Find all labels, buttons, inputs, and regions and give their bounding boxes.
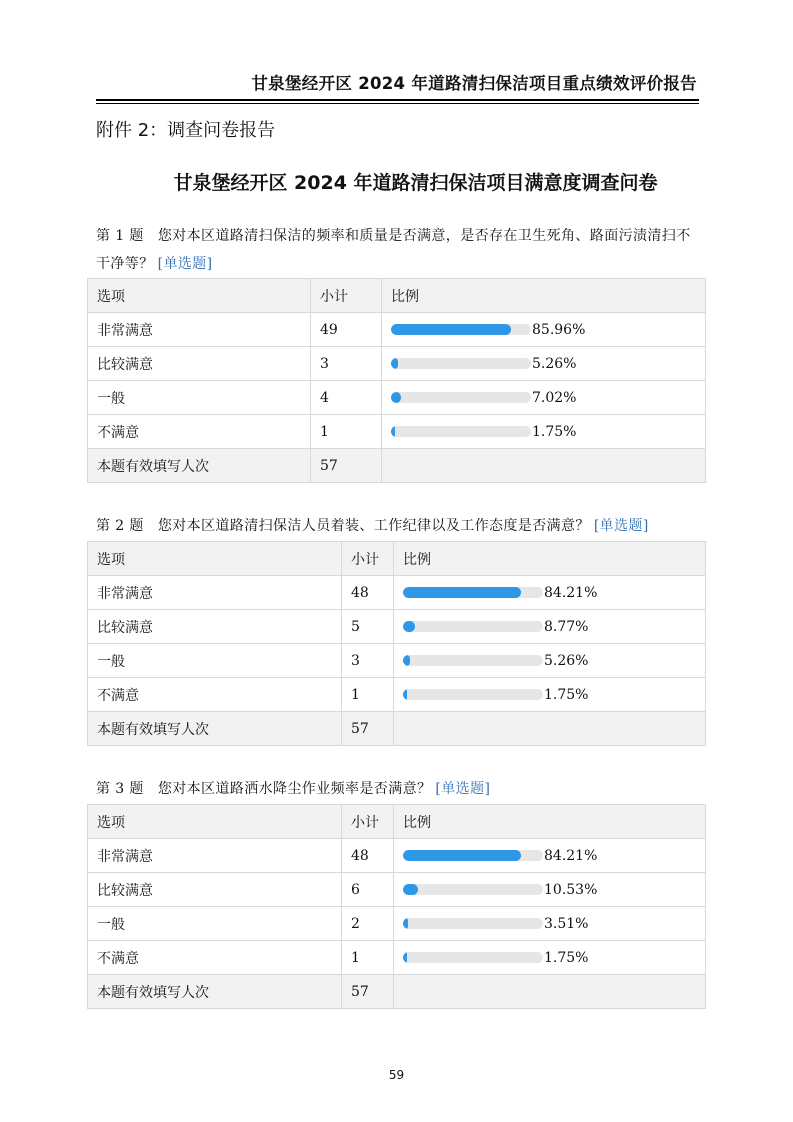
ratio-bar <box>403 918 543 929</box>
option-label: 一般 <box>88 644 342 678</box>
question-body: 您对本区道路清扫保洁人员着装、工作纪律以及工作态度是否满意？ <box>157 518 590 534</box>
total-count: 57 <box>342 712 394 746</box>
option-ratio <box>394 644 706 678</box>
option-label: 非常满意 <box>88 839 342 873</box>
question-number: 第 2 题 <box>96 518 144 534</box>
ratio-bar-fill <box>391 324 511 335</box>
ratio-bar <box>403 655 543 666</box>
option-count: 3 <box>311 347 382 381</box>
total-label: 本题有效填写人次 <box>88 449 311 483</box>
ratio-bar-fill <box>403 952 407 963</box>
ratio-bar-fill <box>403 850 521 861</box>
total-count: 57 <box>342 975 394 1009</box>
table-row <box>88 313 706 347</box>
question-type-link[interactable]: [单选题] <box>435 781 491 797</box>
option-label: 比较满意 <box>88 873 342 907</box>
header-title: 甘泉堡经开区 2024 年道路清扫保洁项目重点绩效评价报告 <box>251 74 697 93</box>
total-label: 本题有效填写人次 <box>88 975 342 1009</box>
option-label: 非常满意 <box>88 576 342 610</box>
option-ratio <box>394 576 706 610</box>
total-count: 57 <box>311 449 382 483</box>
option-label: 不满意 <box>88 415 311 449</box>
option-ratio <box>394 610 706 644</box>
column-header-option: 选项 <box>88 542 342 576</box>
table-row <box>88 381 706 415</box>
option-ratio <box>382 415 706 449</box>
option-count: 4 <box>311 381 382 415</box>
option-count: 49 <box>311 313 382 347</box>
table-row <box>88 907 706 941</box>
ratio-percent: 1.75% <box>544 686 589 703</box>
table-row <box>88 576 706 610</box>
ratio-bar <box>403 952 543 963</box>
table-row <box>88 610 706 644</box>
ratio-percent: 85.96% <box>532 321 586 338</box>
option-label: 一般 <box>88 907 342 941</box>
ratio-percent: 5.26% <box>544 652 589 669</box>
ratio-bar-fill <box>391 358 398 369</box>
total-empty-cell <box>394 975 706 1009</box>
ratio-bar <box>403 850 543 861</box>
option-ratio <box>394 907 706 941</box>
option-count: 48 <box>342 576 394 610</box>
option-count: 48 <box>342 839 394 873</box>
table-row <box>88 873 706 907</box>
header-rule-thin <box>96 103 699 104</box>
option-label: 不满意 <box>88 941 342 975</box>
ratio-bar <box>403 621 543 632</box>
table-header-row <box>88 542 706 576</box>
option-count: 3 <box>342 644 394 678</box>
ratio-bar <box>391 324 531 335</box>
ratio-bar-fill <box>403 689 407 700</box>
total-label: 本题有效填写人次 <box>88 712 342 746</box>
column-header-option: 选项 <box>88 279 311 313</box>
column-header-option: 选项 <box>88 805 342 839</box>
option-ratio <box>382 347 706 381</box>
option-ratio <box>394 941 706 975</box>
ratio-bar-fill <box>403 621 415 632</box>
column-header-ratio: 比例 <box>394 805 706 839</box>
option-label: 不满意 <box>88 678 342 712</box>
ratio-bar <box>391 392 531 403</box>
table-row <box>88 839 706 873</box>
ratio-bar <box>391 426 531 437</box>
question-body: 您对本区道路洒水降尘作业频率是否满意？ <box>157 781 432 797</box>
ratio-bar-fill <box>391 426 395 437</box>
section-title: 附件 2：调查问卷报告 <box>96 120 276 141</box>
option-count: 5 <box>342 610 394 644</box>
question-type-link[interactable]: [单选题] <box>157 256 213 272</box>
question-1-text <box>96 222 701 278</box>
question-3-text <box>96 775 701 803</box>
table-total-row <box>88 712 706 746</box>
ratio-bar <box>403 689 543 700</box>
question-2-table <box>87 541 706 746</box>
question-number: 第 3 题 <box>96 781 144 797</box>
column-header-ratio: 比例 <box>382 279 706 313</box>
table-row <box>88 644 706 678</box>
ratio-percent: 3.51% <box>544 915 589 932</box>
question-2-text <box>96 512 701 540</box>
question-1-table <box>87 278 706 483</box>
ratio-bar-fill <box>403 587 521 598</box>
table-row <box>88 415 706 449</box>
option-ratio <box>382 381 706 415</box>
question-type-link[interactable]: [单选题] <box>593 518 649 534</box>
option-label: 一般 <box>88 381 311 415</box>
table-total-row <box>88 975 706 1009</box>
ratio-bar <box>391 358 531 369</box>
ratio-bar <box>403 587 543 598</box>
header-rule-thick <box>96 99 699 101</box>
ratio-percent: 84.21% <box>544 584 598 601</box>
question-body: 您对本区道路清扫保洁的频率和质量是否满意，是否存在卫生死角、路面污渍清扫不干净等？ <box>96 228 691 272</box>
question-3-table <box>87 804 706 1009</box>
total-empty-cell <box>394 712 706 746</box>
ratio-percent: 8.77% <box>544 618 589 635</box>
option-ratio <box>394 839 706 873</box>
table-row <box>88 678 706 712</box>
column-header-count: 小计 <box>342 542 394 576</box>
table-row <box>88 347 706 381</box>
ratio-percent: 1.75% <box>532 423 577 440</box>
column-header-count: 小计 <box>311 279 382 313</box>
table-row <box>88 941 706 975</box>
ratio-bar-fill <box>403 918 408 929</box>
ratio-percent: 7.02% <box>532 389 577 406</box>
page-number: 59 <box>388 1068 405 1082</box>
option-ratio <box>394 678 706 712</box>
column-header-count: 小计 <box>342 805 394 839</box>
question-number: 第 1 题 <box>96 228 144 244</box>
option-count: 1 <box>342 678 394 712</box>
option-count: 6 <box>342 873 394 907</box>
ratio-percent: 10.53% <box>544 881 598 898</box>
table-header-row <box>88 279 706 313</box>
option-count: 1 <box>342 941 394 975</box>
ratio-percent: 1.75% <box>544 949 589 966</box>
option-count: 2 <box>342 907 394 941</box>
ratio-bar-fill <box>391 392 401 403</box>
option-label: 比较满意 <box>88 610 342 644</box>
ratio-percent: 5.26% <box>532 355 577 372</box>
total-empty-cell <box>382 449 706 483</box>
option-label: 非常满意 <box>88 313 311 347</box>
column-header-ratio: 比例 <box>394 542 706 576</box>
document-title: 甘泉堡经开区 2024 年道路清扫保洁项目满意度调查问卷 <box>173 172 658 194</box>
option-count: 1 <box>311 415 382 449</box>
table-header-row <box>88 805 706 839</box>
option-label: 比较满意 <box>88 347 311 381</box>
ratio-bar-fill <box>403 655 410 666</box>
ratio-bar-fill <box>403 884 418 895</box>
option-ratio <box>382 313 706 347</box>
table-total-row <box>88 449 706 483</box>
option-ratio <box>394 873 706 907</box>
ratio-bar <box>403 884 543 895</box>
ratio-percent: 84.21% <box>544 847 598 864</box>
